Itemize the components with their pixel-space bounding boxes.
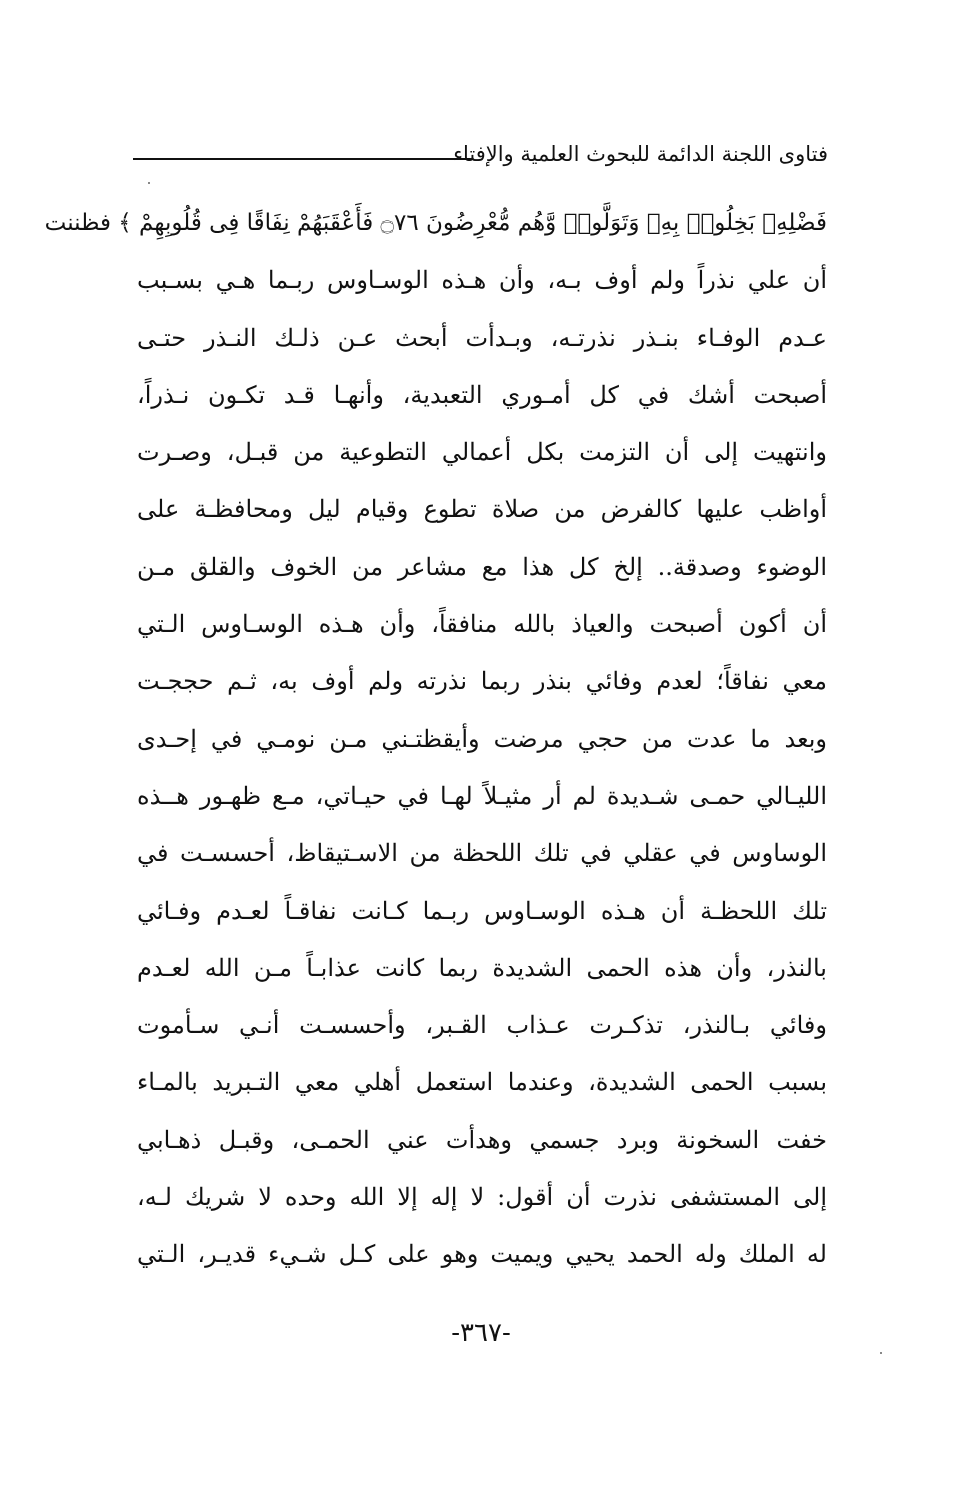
text-line: وبعد ما عدت من حجي مرضت وأيقظتـني مـن نومـي في إحـدى (137, 724, 827, 753)
text-line: بسبب الحمى الشديدة، وعندما استعمل أهلي معي التـبريد بالمـاء (137, 1068, 827, 1097)
text-line: أصبحت أشك في كل أمـوري التعبدية، وأنهـا قـد تكـون نـذراً، (137, 380, 827, 409)
running-header-title: فتاوى اللجنة الدائمة للبحوث العلمية والإفتاء (453, 142, 828, 166)
text-line: أواظب عليها كالفرض من صلاة تطوع وقيام ليل ومحافظـة على (137, 495, 827, 524)
running-header (133, 138, 828, 174)
text-line: وفائي بـالنذر، تذكـرت عـذاب القـبر، وأحسسـت أنـي سـأموت (137, 1011, 827, 1040)
text-line: أن أكون أصبحت والعياذ بالله منافقاً، وأن هـذه الوسـاوس الـتي (137, 610, 827, 639)
text-line: بالنذر، وأن هذه الحمى الشديدة ربما كانت عذابـاً مـن الله لعـدم (137, 953, 827, 982)
text-line: وانتهيت إلى أن التزمت بكل أعمالي التطوعية من قبـل، وصـرت (137, 438, 827, 467)
header-rule (133, 158, 473, 160)
page-number: -٣٦٧- (451, 1318, 511, 1348)
text-line: إلى المستشفى نذرت أن أقول: لا إله إلا الله وحده لا شريك لـه، (137, 1183, 827, 1212)
scan-speck (880, 1352, 882, 1354)
text-line: الوضوء وصدقة.. إلخ كل هذا مع مشاعر من الخوف والقلق مـن (137, 552, 827, 581)
text-line: أن علي نذراً ولم أوف بـه، وأن هـذه الوسـاوس ربـما هـي بسـبب (137, 266, 827, 295)
body-text (44, 195, 827, 1284)
text-line: معي نفاقاً؛ لعدم وفائي بنذر ربما نذرته ولم أوف به، ثـم حججـت (137, 667, 827, 696)
text-line-quran: فَضْلِهِۦ بَخِلُوا۟ بِهِۦ وَتَوَلَّوا۟ وَّهُم مُّعْرِضُونَ ۝٧٦ فَأَعْقَبَهُمْ نِفَاقًا فِى قُلُوبِهِمْ ﴾ فظننت (44, 210, 827, 236)
text-line: الوساوس في عقلي في تلك اللحظة من الاسـتيقاظ، أحسسـت في (137, 839, 827, 868)
text-line: خفت السخونة وبرد جسمي وهدأت عني الحمـى، وقبـل ذهـابي (137, 1125, 827, 1154)
text-line: الليـالي حمـى شـديدة لم أر مثيـلاً لهـا في حيـاتي، مـع ظهـور هــذه (137, 781, 827, 810)
scan-speck (148, 182, 150, 184)
text-line: له الملك وله الحمد يحيي ويميت وهو على كـل شـيء قديـر، الـتي (137, 1240, 827, 1269)
text-line: تلك اللحظـة أن هـذه الوسـاوس ربـما كـانت نفاقـاً لعـدم وفـائي (137, 896, 827, 925)
text-line: عـدم الوفـاء بنـذر نذرتـه، وبـدأت أبحث عـن ذلـك النـذر حتـى (137, 323, 827, 352)
